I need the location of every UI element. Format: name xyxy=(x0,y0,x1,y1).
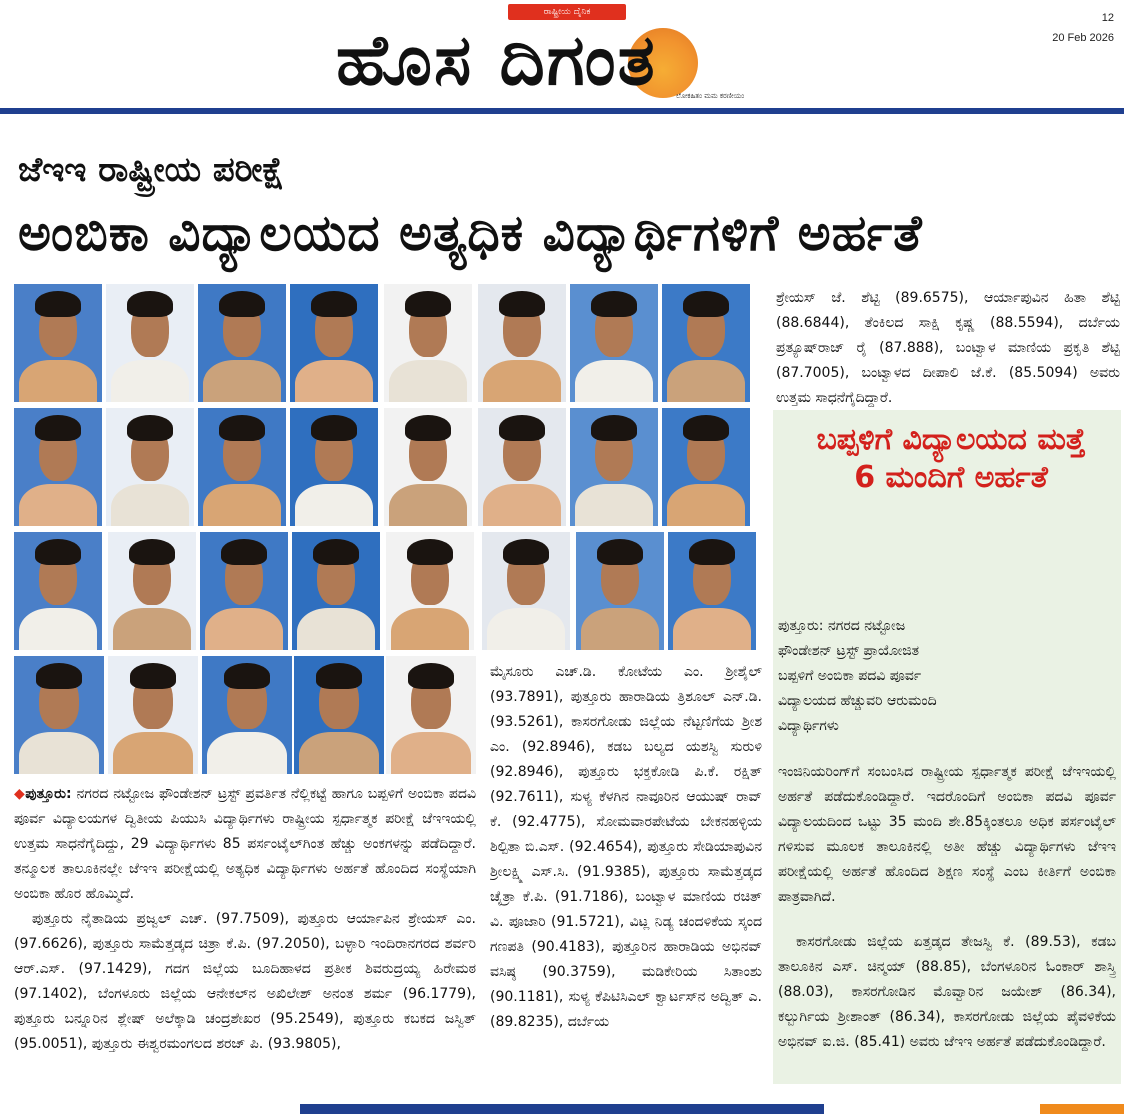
student-photo xyxy=(384,284,472,402)
student-photo xyxy=(108,532,196,650)
newspaper-title: ಹೊಸ ದಿಗಂತ xyxy=(336,19,657,101)
student-photo xyxy=(290,408,378,526)
student-photo xyxy=(106,408,194,526)
student-photo xyxy=(108,656,198,774)
student-photo xyxy=(662,408,750,526)
article-column-1 xyxy=(14,782,476,1098)
page-number: 12 xyxy=(1101,12,1114,24)
student-photo xyxy=(290,284,378,402)
article-headline: ಅಂಬಿಕಾ ವಿದ್ಯಾಲಯದ ಅತ್ಯಧಿಕ ವಿದ್ಯಾರ್ಥಿಗಳಿಗೆ ಅರ್ಹತೆ xyxy=(18,204,923,262)
student-photo xyxy=(662,284,750,402)
student-photo xyxy=(384,408,472,526)
sidebar-title-line-2: 6 ಮಂದಿಗೆ ಅರ್ಹತೆ xyxy=(854,460,1048,495)
student-photo xyxy=(14,408,102,526)
student-photo xyxy=(14,656,104,774)
student-photo xyxy=(198,408,286,526)
student-photo xyxy=(570,408,658,526)
student-photo xyxy=(482,532,570,650)
footer-accent xyxy=(1040,1104,1124,1114)
article-paragraph-1: ನಗರದ ನಟ್ಟೋಜ ಫೌಂಡೇಶನ್ ಟ್ರಸ್ಟ್ ಪ್ರವರ್ತಿತ ನೆಲ್ಲಿಕಟ್ಟೆ ಹಾಗೂ ಬಪ್ಪಳಿಗೆ ಅಂಬಿಕಾ ಪದವಿ ಪೂರ್ವ ವಿದ್ಯಾಲಯಗಳ ದ್ವಿತೀಯ ಪಿಯುಸಿ ವಿದ್ಯಾರ್ಥಿಗಳು ರಾಷ್ಟ್ರೀಯ ಸ್ಪರ್ಧಾತ್ಮಕ ಪರೀಕ್ಷೆ ಜೆಇಇಯಲ್ಲಿ ಉತ್ತಮ ಸಾಧನೆಗೈದಿದ್ದು, 29 ವಿದ್ಯಾರ್ಥಿಗಳು 85 ಪರ್ಸಂಟೈಲ್‌ಗಿಂತ ಹೆಚ್ಚು ಅಂಕಗಳನ್ನು ಪಡೆದಿದ್ದಾರೆ. ತನ್ಮೂಲಕ ತಾಲೂಕಿನಲ್ಲೇ ಜೆಇಇ ಪರೀಕ್ಷೆಯಲ್ಲಿ ಅತ್ಯಧಿಕ ವಿದ್ಯಾರ್ಥಿಗಳು ಅರ್ಹತೆ ಹೊಂದಿದ ಸಂಸ್ಥೆಯಾಗಿ ಅಂಬಿಕಾ ಹೊರ ಹೊಮ್ಮಿದೆ. xyxy=(14,786,476,902)
article-column-2: ಮೈಸೂರು ಎಚ್.ಡಿ. ಕೋಟೆಯ ಎಂ. ಶ್ರೀಶೈಲ್ (93.7891), ಪುತ್ತೂರು ಹಾರಾಡಿಯ ತ್ರಿಶೂಲ್ ಎನ್.ಡಿ. (93.5261), ಕಾಸರಗೋಡು ಜಿಲ್ಲೆಯ ನೆಟ್ಟಣಿಗೆಯ ಶ್ರೀಶ ಎಂ. (92.8946), ಕಡಬ ಬಲ್ಯದ ಯಶಸ್ವಿ ಸುರುಳಿ (92.8946), ಪುತ್ತೂರು ಭಕ್ತಕೋಡಿ ಪಿ.ಕೆ. ರಕ್ಷಿತ್ (92.7611), ಸುಳ್ಯ ಕೆಳಗಿನ ನಾವೂರಿನ ಆಯುಷ್ ರಾವ್ ಕೆ. (92.4775), ಸೋಮವಾರಪೇಟೆಯ ಬೇಕನಹಳ್ಳಿಯ ಶಿಲ್ಪಿತಾ ಬಿ.ಎಸ್. (92.4654), ಪುತ್ತೂರು ಸೇಡಿಯಾಪುವಿನ ಶ್ರೀಲಕ್ಷ್ಮಿ ಎಸ್.ಸಿ. (91.9385), ಪುತ್ತೂರು ಸಾಮೆತ್ತಡ್ಕದ ಚೈತ್ರಾ ಕೆ.ಪಿ. (91.7186), ಬಂಟ್ವಾಳ ಮಾಣಿಯ ರಚಿತ್ ವಿ. ಪೂಜಾರಿ (91.5721), ವಿಟ್ಲ ನಿಡ್ಯ ಚಂದಳಿಕೆಯ ಸ್ಕಂದ ಗಣಪತಿ (90.4183), ಪುತ್ತೂರಿನ ಹಾರಾಡಿಯ ಅಭಿನವ್ ವಸಿಷ್ಠ (90.3759), ಮಡಿಕೇರಿಯ ಸಿತಾಂಶು (90.1181), ಸುಳ್ಯ ಕೆಪಿಟಿಸಿಎಲ್ ಕ್ವಾರ್ಟಸ್‌ನ ಅದ್ವಿತ್ ಎ. (89.8235), ದರ್ಬೆಯ xyxy=(490,664,762,1030)
student-photo xyxy=(202,656,292,774)
sidebar-title-line-1: ಬಪ್ಪಳಿಗೆ ವಿದ್ಯಾಲಯದ ಮತ್ತೆ xyxy=(816,422,1086,457)
student-photo xyxy=(292,532,380,650)
student-photo xyxy=(668,532,756,650)
masthead-rule xyxy=(0,108,1124,114)
student-photo xyxy=(576,532,664,650)
dateline: ಪುತ್ತೂರು: xyxy=(25,786,72,802)
page-info xyxy=(1052,8,1114,48)
student-photo xyxy=(200,532,288,650)
student-photo xyxy=(106,284,194,402)
article-column-3: ಶ್ರೇಯಸ್ ಜೆ. ಶೆಟ್ಟಿ (89.6575), ಆರ್ಯಾಪುವಿನ ಹಿತಾ ಶೆಟ್ಟಿ (88.6844), ತೆಂಕಿಲದ ಸಾಕ್ಷಿ ಕೃಷ್ಣ (88.5594), ದರ್ಬೆಯ ಪ್ರತ್ಯೂಷ್‌ರಾಜ್ ರೈ (87.888), ಬಂಟ್ವಾಳ ಮಾಣಿಯ ಪ್ರಕೃತಿ ಶೆಟ್ಟಿ (87.7005), ಬಂಟ್ವಾಳದ ದೀಪಾಲಿ ಜೆ.ಕೆ. (85.5094) ಅವರು ಉತ್ತಮ ಸಾಧನೆಗೈದಿದ್ದಾರೆ. xyxy=(776,290,1120,406)
sidebar-body: ಇಂಜಿನಿಯರಿಂಗ್‌ಗೆ ಸಂಬಂಸಿದ ರಾಷ್ಟ್ರೀಯ ಸ್ಪರ್ಧಾತ್ಮಕ ಪರೀಕ್ಷೆ ಜೆಇಇಯಲ್ಲಿ ಅರ್ಹತೆ ಪಡೆದುಕೊಂಡಿದ್ದಾರೆ. ಇದರೊಂದಿಗೆ ಅಂಬಿಕಾ ಪದವಿ ಪೂರ್ವ ವಿದ್ಯಾಲಯದಿಂದ ಒಟ್ಟು 35 ಮಂದಿ ಶೇ.85ಕ್ಕಿಂತಲೂ ಅಧಿಕ ಪರ್ಸಂಟೈಲ್ ಗಳಿಸುವ ಮೂಲಕ ತಾಲೂಕಿನಲ್ಲಿ ಅತೀ ಹೆಚ್ಚು ವಿದ್ಯಾರ್ಥಿಗಳು ಜೆಇಇ ಪರೀಕ್ಷೆಯಲ್ಲಿ ಅರ್ಹತೆ ಹೊಂದಿದ ಶಿಕ್ಷಣ ಸಂಸ್ಥೆ ಎಂಬ ಕೀರ್ತಿಗೆ ಅಂಬಿಕಾ ಪಾತ್ರವಾಗಿದೆ. xyxy=(778,764,1116,905)
footer-bar xyxy=(300,1104,824,1114)
student-photo xyxy=(198,284,286,402)
bullet-icon: ◆ xyxy=(14,786,26,802)
student-photo xyxy=(478,408,566,526)
student-photo xyxy=(294,656,384,774)
student-photo xyxy=(386,532,474,650)
student-photo xyxy=(14,284,102,402)
article-kicker: ಜೆಇಇ ರಾಷ್ಟ್ರೀಯ ಪರೀಕ್ಷೆ xyxy=(18,150,285,190)
student-photo xyxy=(478,284,566,402)
issue-date: 20 Feb 2026 xyxy=(1052,32,1114,44)
sidebar-body-2: ಕಾಸರಗೋಡು ಜಿಲ್ಲೆಯ ಏತ್ತಡ್ಕದ ತೇಜಸ್ವಿ ಕೆ. (89.53), ಕಡಬ ತಾಲೂಕಿನ ಎಸ್. ಚಿನ್ಮಯ್ (88.85), ಬೆಂಗಳೂರಿನ ಓಂಕಾರ್ ಶಾಸ್ತ್ರಿ (88.03), ಕಾಸರಗೋಡಿನ ಮೊವ್ವಾರಿನ ಜಯೇಶ್ (86.34), ಕಲ್ಬುರ್ಗಿಯ ಶ್ರೀಶಾಂತ್ (86.34), ಕಾಸರಗೋಡು ಜಿಲ್ಲೆಯ ಪೈವಳಿಕೆಯ ಅಭಿನವ್ ಐ.ಜಿ. (85.41) ಅವರು ಜೆಇಇ ಅರ್ಹತೆ ಪಡೆದುಕೊಂಡಿದ್ದಾರೆ. xyxy=(778,934,1116,1050)
student-photo xyxy=(386,656,476,774)
article-paragraph-2: ಪುತ್ತೂರು ನೈತಾಡಿಯ ಪ್ರಜ್ವಲ್ ಎಚ್. (97.7509), ಪುತ್ತೂರು ಆರ್ಯಾಪಿನ ಶ್ರೇಯಸ್ ಎಂ. (97.6626), ಪುತ್ತೂರು ಸಾಮೆತ್ತಡ್ಕದ ಚಿತ್ರಾ ಕೆ.ಪಿ. (97.2050), ಬಳ್ಳಾರಿ ಇಂದಿರಾನಗರದ ಶರ್ವರಿ ಆರ್.ಎಸ್. (97.1429), ಗದಗ ಜಿಲ್ಲೆಯ ಬೂದಿಹಾಳದ ಪ್ರತೀಕ ಶಿವರುದ್ರಯ್ಯ ಹಿರೇಮಠ (97.1402), ಬೆಂಗಳೂರು ಜಿಲ್ಲೆಯ ಆನೇಕಲ್‌ನ ಅಖಿಲೇಶ್ ಅನಂತ ಶರ್ಮ (96.1779), ಪುತ್ತೂರು ಬನ್ನೂರಿನ ಶ್ಲೇಷ್ ಅಲೆಕ್ಕಾಡಿ ಚಂದ್ರಶೇಖರ (95.2549), ಪುತ್ತೂರು ಕಬಕದ ಜಸ್ವಿತ್ (95.0051), ಪುತ್ತೂರು ಈಶ್ವರಮಂಗಲದ ಶರಜ್ ಪಿ. (93.9805), xyxy=(14,911,476,1052)
masthead-subtitle: ಲೋಕಹಿತಂ ಮಮ ಕರಣೀಯಂ xyxy=(676,92,745,100)
masthead-tagline: ರಾಷ್ಟ್ರೀಯ ದೈನಿಕ xyxy=(508,4,626,20)
student-photo xyxy=(14,532,102,650)
sidebar-lead: ಪುತ್ತೂರು: ನಗರದ ನಟ್ಟೋಜ ಫೌಂಡೇಶನ್ ಟ್ರಸ್ಟ್ ಪ್ರಾಯೋಜಿತ ಬಪ್ಪಳಿಗೆ ಅಂಬಿಕಾ ಪದವಿ ಪೂರ್ವ ವಿದ್ಯಾಲಯದ ಹೆಚ್ಚುವರಿ ಆರುಮಂದಿ ವಿದ್ಯಾರ್ಥಿಗಳು xyxy=(778,618,937,734)
student-photo xyxy=(570,284,658,402)
